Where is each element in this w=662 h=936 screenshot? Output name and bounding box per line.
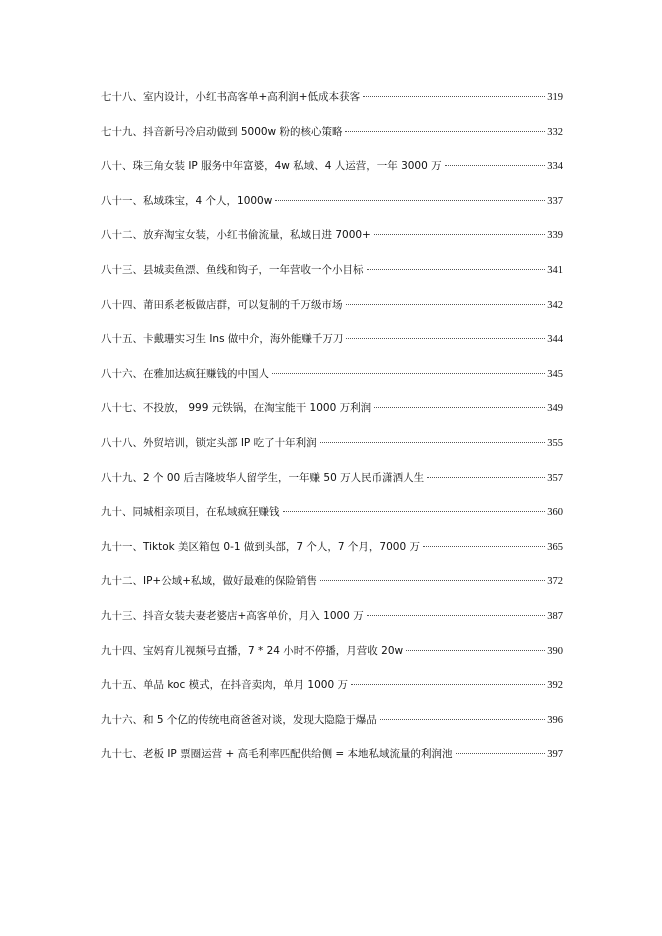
toc-entry-page: 349 bbox=[547, 403, 563, 415]
toc-entry-title: 九十三、抖音女装夫妻老婆店+高客单价，月入 1000 万 bbox=[101, 609, 364, 622]
toc-entry[interactable] bbox=[101, 710, 563, 745]
toc-entry-title: 七十九、抖音新号冷启动做到 5000w 粉的核心策略 bbox=[101, 125, 343, 138]
toc-entry-title: 八十、珠三角女装 IP 服务中年富婆，4w 私域、4 人运营，一年 3000 万 bbox=[101, 160, 442, 173]
toc-dot-leader bbox=[320, 580, 545, 581]
toc-entry[interactable] bbox=[101, 398, 563, 433]
toc-entry[interactable] bbox=[101, 364, 563, 399]
toc-entry[interactable] bbox=[101, 606, 563, 641]
toc-entry-page: 357 bbox=[547, 472, 563, 484]
toc-entry-page: 390 bbox=[547, 645, 563, 657]
toc-entry[interactable] bbox=[101, 122, 563, 157]
toc-entry[interactable] bbox=[101, 675, 563, 710]
toc-entry-page: 332 bbox=[547, 126, 563, 138]
toc-dot-leader bbox=[367, 269, 546, 270]
toc-entry-page: 396 bbox=[547, 714, 563, 726]
toc-entry-title: 八十八、外贸培训，锁定头部 IP 吃了十年利润 bbox=[101, 436, 317, 449]
toc-entry-title: 八十一、私域珠宝，4 个人，1000w bbox=[101, 194, 273, 207]
toc-dot-leader bbox=[283, 511, 546, 512]
toc-entry-page: 372 bbox=[547, 576, 563, 588]
table-of-contents bbox=[101, 87, 563, 779]
toc-entry[interactable] bbox=[101, 502, 563, 537]
toc-entry-title: 九十二、IP+公域+私域，做好最难的保险销售 bbox=[101, 575, 318, 588]
toc-dot-leader bbox=[456, 753, 546, 754]
toc-entry[interactable] bbox=[101, 433, 563, 468]
toc-entry[interactable] bbox=[101, 225, 563, 260]
toc-entry-page: 344 bbox=[547, 334, 563, 346]
toc-dot-leader bbox=[345, 131, 545, 132]
toc-entry-page: 342 bbox=[547, 299, 563, 311]
toc-entry-page: 360 bbox=[547, 507, 563, 519]
toc-entry-title: 八十三、县城卖鱼漂、鱼线和钩子，一年营收一个小目标 bbox=[101, 263, 364, 276]
toc-entry-title: 八十六、在雅加达疯狂赚钱的中国人 bbox=[101, 367, 269, 380]
toc-entry-title: 九十六、和 5 个亿的传统电商爸爸对谈，发现大隐隐于爆品 bbox=[101, 713, 377, 726]
toc-entry[interactable] bbox=[101, 295, 563, 330]
toc-entry[interactable] bbox=[101, 191, 563, 226]
toc-entry-title: 八十四、莆田系老板做店群，可以复制的千万级市场 bbox=[101, 298, 343, 311]
toc-dot-leader bbox=[346, 338, 545, 339]
toc-entry-page: 355 bbox=[547, 437, 563, 449]
toc-dot-leader bbox=[367, 615, 546, 616]
toc-dot-leader bbox=[275, 200, 545, 201]
toc-dot-leader bbox=[423, 546, 545, 547]
toc-entry-page: 339 bbox=[547, 230, 563, 242]
toc-entry-page: 392 bbox=[547, 680, 563, 692]
toc-entry-title: 八十二、放弃淘宝女装，小红书偷流量，私域日进 7000+ bbox=[101, 229, 371, 242]
toc-dot-leader bbox=[374, 407, 545, 408]
toc-dot-leader bbox=[445, 165, 546, 166]
toc-entry[interactable] bbox=[101, 571, 563, 606]
toc-dot-leader bbox=[320, 442, 546, 443]
toc-entry-page: 345 bbox=[547, 368, 563, 380]
toc-entry-title: 九十七、老板 IP 票圈运营 + 高毛利率匹配供给侧 = 本地私域流量的利润池 bbox=[101, 748, 453, 761]
toc-dot-leader bbox=[272, 373, 545, 374]
toc-entry-page: 337 bbox=[547, 195, 563, 207]
toc-entry-title: 九十一、Tiktok 美区箱包 0-1 做到头部，7 个人，7 个月，7000 万 bbox=[101, 540, 420, 553]
toc-entry-title: 八十九、2 个 00 后吉隆坡华人留学生，一年赚 50 万人民币潇洒人生 bbox=[101, 471, 425, 484]
toc-entry-title: 九十五、单品 koc 模式，在抖音卖肉，单月 1000 万 bbox=[101, 679, 348, 692]
toc-entry-page: 387 bbox=[547, 610, 563, 622]
toc-dot-leader bbox=[406, 650, 545, 651]
toc-entry[interactable] bbox=[101, 329, 563, 364]
toc-entry-title: 七十八、室内设计，小红书高客单+高利润+低成本获客 bbox=[101, 91, 361, 103]
toc-entry[interactable] bbox=[101, 641, 563, 676]
toc-dot-leader bbox=[346, 304, 546, 305]
toc-entry-page: 334 bbox=[547, 161, 563, 173]
toc-entry-page: 341 bbox=[547, 264, 563, 276]
toc-entry-page: 397 bbox=[547, 749, 563, 761]
toc-entry-title: 九十四、宝妈育儿视频号直播，7 * 24 小时不停播，月营收 20w bbox=[101, 644, 404, 657]
toc-entry-title: 九十、同城相亲项目，在私域疯狂赚钱 bbox=[101, 506, 280, 519]
toc-entry[interactable] bbox=[101, 260, 563, 295]
toc-entry[interactable] bbox=[101, 468, 563, 503]
toc-dot-leader bbox=[374, 234, 545, 235]
toc-entry-title: 八十五、卡戴珊实习生 Ins 做中介，海外能赚千万刀 bbox=[101, 333, 344, 346]
toc-dot-leader bbox=[427, 477, 545, 478]
toc-dot-leader bbox=[380, 719, 545, 720]
toc-entry-page: 365 bbox=[547, 541, 563, 553]
toc-entry[interactable] bbox=[101, 537, 563, 572]
toc-entry[interactable] bbox=[101, 744, 563, 779]
toc-dot-leader bbox=[363, 96, 545, 97]
toc-entry-page: 319 bbox=[547, 92, 563, 103]
toc-dot-leader bbox=[351, 684, 545, 685]
toc-entry-title: 八十七、不投放， 999 元铁锅，在淘宝能干 1000 万利润 bbox=[101, 402, 372, 415]
toc-entry[interactable] bbox=[101, 156, 563, 191]
toc-entry[interactable] bbox=[101, 87, 563, 122]
